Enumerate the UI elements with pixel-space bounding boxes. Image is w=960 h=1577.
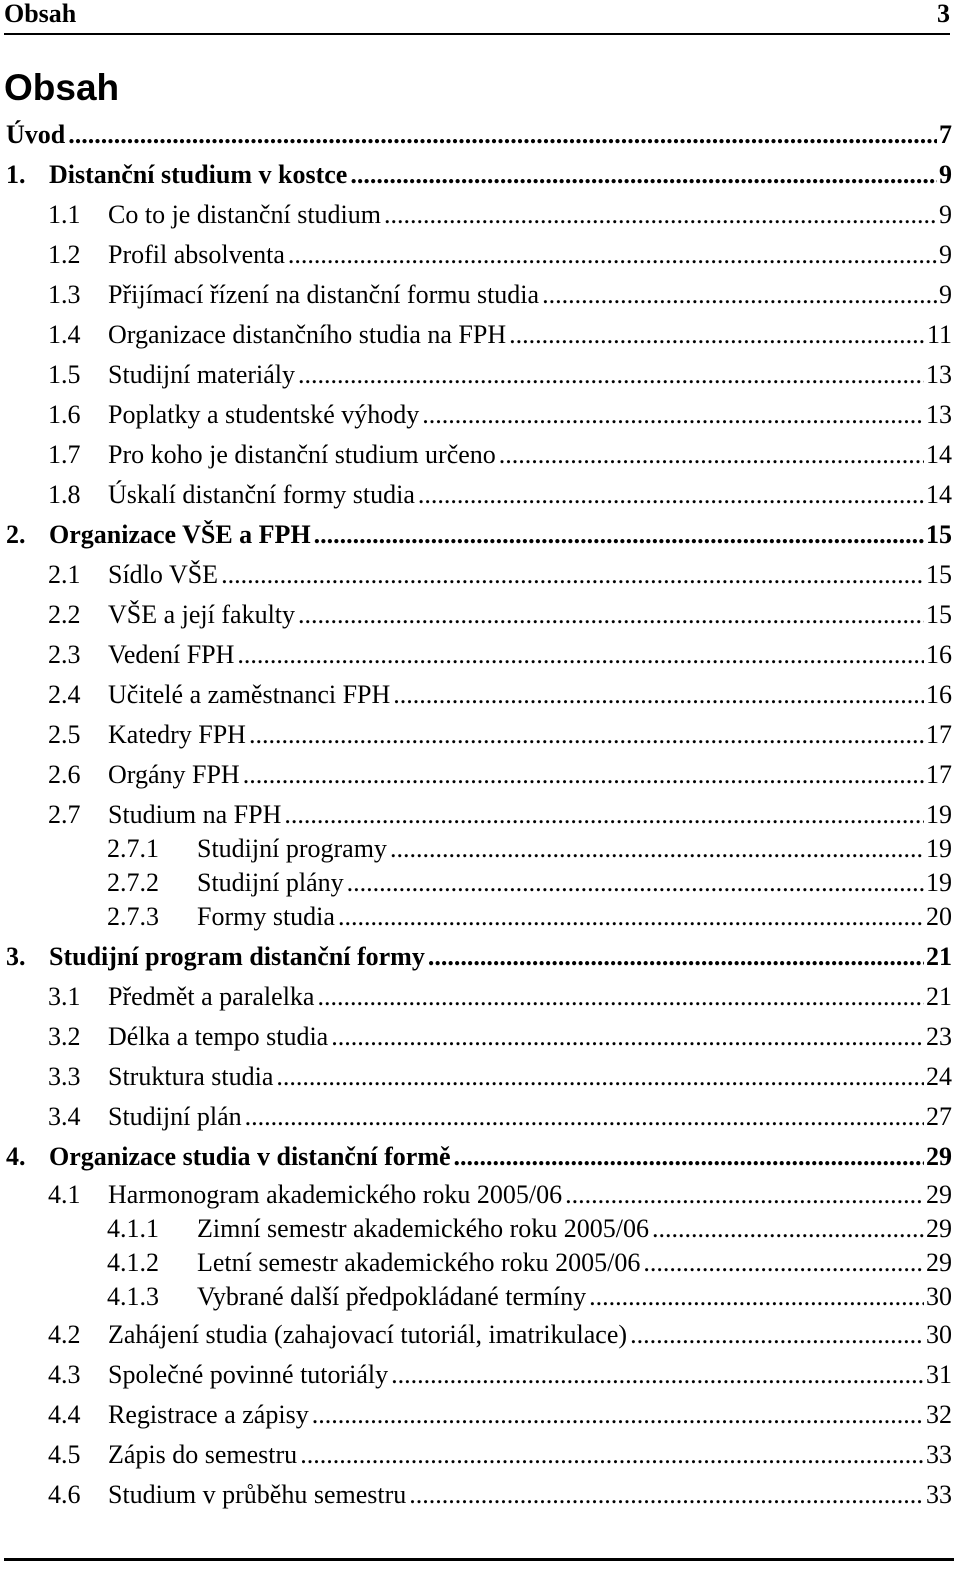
toc-entry[interactable] [48, 1060, 952, 1094]
toc-entry-page: 21 [926, 942, 952, 971]
toc-entry-number: 1.5 [48, 360, 81, 389]
toc-entry-title: Učitelé a zaměstnanci FPH [108, 680, 391, 709]
dot-leader [409, 1478, 924, 1512]
toc-entry[interactable] [107, 1212, 952, 1246]
dot-leader [393, 678, 924, 712]
toc-entry-page: 15 [926, 520, 952, 549]
toc-entry[interactable] [6, 940, 952, 974]
toc-entry-page: 16 [926, 640, 952, 669]
toc-entry-page: 13 [926, 360, 952, 389]
toc-entry-title: Studijní program distanční formy [49, 942, 425, 971]
toc-entry-title: Úvod [6, 120, 66, 149]
toc-entry-page: 9 [939, 240, 952, 269]
dot-leader [542, 278, 937, 312]
toc-entry-page: 29 [926, 1214, 952, 1243]
toc-entry-page: 11 [926, 320, 952, 349]
toc-entry-page: 29 [926, 1180, 952, 1209]
toc-entry-number: 4.6 [48, 1480, 81, 1509]
toc-entry-number: 2.1 [48, 560, 81, 589]
toc-entry-title: Orgány FPH [108, 760, 240, 789]
toc-entry-number: 2.6 [48, 760, 81, 789]
toc-entry-number: 3.3 [48, 1062, 81, 1091]
toc-entry-title: VŠE a její fakulty [108, 600, 296, 629]
toc-entry[interactable] [6, 158, 952, 192]
dot-leader [422, 398, 924, 432]
toc-entry-page: 30 [926, 1282, 952, 1311]
toc-entry[interactable] [48, 198, 952, 232]
toc-entry[interactable] [48, 358, 952, 392]
toc-entry[interactable] [48, 798, 952, 832]
toc-entry-number: 1.7 [48, 440, 81, 469]
toc-entry-page: 31 [926, 1360, 952, 1389]
dot-leader [237, 638, 924, 672]
toc-entry-title: Studium v průběhu semestru [108, 1480, 407, 1509]
toc-entry-page: 17 [926, 760, 952, 789]
toc-entry-page: 16 [926, 680, 952, 709]
dot-leader [245, 1100, 924, 1134]
toc-entry-page: 15 [926, 560, 952, 589]
toc-entry[interactable] [107, 900, 952, 934]
toc-entry-title: Úskalí distanční formy studia [108, 480, 415, 509]
toc-entry-number: 3.2 [48, 1022, 81, 1051]
toc-entry-number: 3.1 [48, 982, 81, 1011]
toc-entry[interactable] [6, 518, 952, 552]
toc-entry-number: 1. [6, 160, 26, 189]
toc-entry[interactable] [48, 1478, 952, 1512]
toc-entry-title: Pro koho je distanční studium určeno [108, 440, 496, 469]
toc-entry-page: 29 [926, 1142, 952, 1171]
toc-entry-number: 2.7.3 [107, 902, 159, 931]
dot-leader [312, 1398, 924, 1432]
toc-entry-title: Studijní programy [197, 834, 387, 863]
toc-entry-number: 1.4 [48, 320, 81, 349]
toc-entry[interactable] [48, 558, 952, 592]
toc-entry-title: Délka a tempo studia [108, 1022, 329, 1051]
toc-entry-title: Katedry FPH [108, 720, 246, 749]
toc-entry-number: 2.7 [48, 800, 81, 829]
toc-entry-title: Předmět a paralelka [108, 982, 315, 1011]
toc-entry-page: 33 [926, 1480, 952, 1509]
toc-entry[interactable] [48, 1438, 952, 1472]
toc-entry-title: Studijní materiály [108, 360, 296, 389]
toc-entry-number: 2.3 [48, 640, 81, 669]
dot-leader [391, 1358, 924, 1392]
toc-entry-page: 17 [926, 720, 952, 749]
toc-entry-number: 3. [6, 942, 26, 971]
toc-heading: Obsah [4, 67, 120, 108]
dot-leader [347, 866, 924, 900]
toc-entry-page: 33 [926, 1440, 952, 1469]
toc-entry-number: 2.2 [48, 600, 81, 629]
dot-leader [565, 1178, 924, 1212]
dot-leader [298, 598, 924, 632]
toc-entry-page: 29 [926, 1248, 952, 1277]
toc-entry[interactable] [107, 1246, 952, 1280]
dot-leader [68, 118, 937, 152]
toc-entry[interactable] [48, 1318, 952, 1352]
toc-entry-page: 9 [939, 280, 952, 309]
dot-leader [428, 940, 924, 974]
toc-entry[interactable] [48, 318, 952, 352]
toc-entry[interactable] [48, 678, 952, 712]
toc-entry-number: 1.1 [48, 200, 81, 229]
dot-leader [276, 1060, 924, 1094]
dot-leader [454, 1140, 924, 1174]
toc-entry-title: Zimní semestr akademického roku 2005/06 [197, 1214, 650, 1243]
running-header-page-number: 3 [937, 0, 950, 28]
dot-leader [338, 900, 924, 934]
toc-entry-page: 13 [926, 400, 952, 429]
toc-entry-title: Registrace a zápisy [108, 1400, 309, 1429]
toc-entry-title: Harmonogram akademického roku 2005/06 [108, 1180, 563, 1209]
footer-rule [4, 1558, 954, 1561]
toc-entry[interactable] [6, 118, 952, 152]
dot-leader [509, 318, 925, 352]
dot-leader [589, 1280, 924, 1314]
toc-entry[interactable] [48, 1398, 952, 1432]
toc-entry-title: Zahájení studia (zahajovací tutoriál, imatrikulace) [108, 1320, 628, 1349]
toc-entry-page: 9 [939, 200, 952, 229]
toc-entry[interactable] [48, 478, 952, 512]
toc-entry[interactable] [48, 1100, 952, 1134]
toc-entry-number: 2.4 [48, 680, 81, 709]
toc-entry-number: 3.4 [48, 1102, 81, 1131]
dot-leader [390, 832, 924, 866]
toc-entry[interactable] [107, 866, 952, 900]
toc-entry-title: Sídlo VŠE [108, 560, 219, 589]
dot-leader [652, 1212, 924, 1246]
toc-entry[interactable] [48, 1020, 952, 1054]
toc-entry-title: Poplatky a studentské výhody [108, 400, 420, 429]
toc-entry-title: Struktura studia [108, 1062, 274, 1091]
toc-entry-page: 24 [926, 1062, 952, 1091]
toc-entry-page: 21 [926, 982, 952, 1011]
toc-entry[interactable] [48, 758, 952, 792]
toc-entry[interactable] [48, 238, 952, 272]
toc-entry-number: 1.2 [48, 240, 81, 269]
dot-leader [317, 980, 924, 1014]
toc-entry-number: 2.7.2 [107, 868, 159, 897]
toc-entry-number: 1.8 [48, 480, 81, 509]
toc-entry-number: 4.2 [48, 1320, 81, 1349]
toc-entry-number: 4.5 [48, 1440, 81, 1469]
toc-entry[interactable] [48, 438, 952, 472]
toc-entry-number: 4. [6, 1142, 26, 1171]
toc-entry-number: 4.4 [48, 1400, 81, 1429]
toc-entry[interactable] [48, 638, 952, 672]
dot-leader [384, 198, 937, 232]
toc-entry-title: Formy studia [197, 902, 335, 931]
toc-entry-title: Profil absolventa [108, 240, 285, 269]
page-header [4, 0, 950, 35]
toc-entry-title: Studium na FPH [108, 800, 282, 829]
toc-entry-title: Vybrané další předpokládané termíny [197, 1282, 587, 1311]
toc-entry-number: 4.3 [48, 1360, 81, 1389]
dot-leader [418, 478, 924, 512]
toc-entry-title: Distanční studium v kostce [49, 160, 348, 189]
dot-leader [221, 558, 924, 592]
toc-entry-title: Organizace VŠE a FPH [49, 520, 311, 549]
toc-entry-title: Studijní plán [108, 1102, 242, 1131]
toc-entry-number: 4.1.1 [107, 1214, 159, 1243]
toc-entry[interactable] [48, 718, 952, 752]
toc-entry-page: 27 [926, 1102, 952, 1131]
toc-entry-page: 23 [926, 1022, 952, 1051]
toc-entry-number: 4.1.2 [107, 1248, 159, 1277]
toc-entry-title: Co to je distanční studium [108, 200, 381, 229]
toc-entry-page: 14 [926, 440, 952, 469]
dot-leader [288, 238, 937, 272]
toc-entry-number: 1.3 [48, 280, 81, 309]
dot-leader [499, 438, 924, 472]
dot-leader [243, 758, 924, 792]
toc-entry-title: Přijímací řízení na distanční formu studia [108, 280, 540, 309]
toc-entry-number: 2.7.1 [107, 834, 159, 863]
toc-entry[interactable] [48, 598, 952, 632]
toc-entry-number: 2. [6, 520, 26, 549]
toc-entry-page: 30 [926, 1320, 952, 1349]
toc-entry-number: 4.1 [48, 1180, 81, 1209]
toc-entry[interactable] [6, 1140, 952, 1174]
toc-entry-title: Organizace distančního studia na FPH [108, 320, 507, 349]
toc-entry-title: Letní semestr akademického roku 2005/06 [197, 1248, 641, 1277]
toc-entry-title: Studijní plány [197, 868, 344, 897]
toc-entry-page: 14 [926, 480, 952, 509]
toc-entry-title: Společné povinné tutoriály [108, 1360, 389, 1389]
toc-entry-title: Zápis do semestru [108, 1440, 298, 1469]
toc-entry[interactable] [48, 1178, 952, 1212]
toc-entry[interactable] [48, 278, 952, 312]
toc-entry[interactable] [48, 1358, 952, 1392]
toc-entry-page: 20 [926, 902, 952, 931]
toc-entry-page: 19 [926, 834, 952, 863]
dot-leader [350, 158, 937, 192]
toc-entry-page: 32 [926, 1400, 952, 1429]
dot-leader [630, 1318, 924, 1352]
running-header-title: Obsah [4, 0, 77, 28]
toc-entry-page: 9 [939, 160, 952, 189]
dot-leader [284, 798, 924, 832]
toc-entry[interactable] [48, 980, 952, 1014]
toc-entry[interactable] [107, 832, 952, 866]
toc-entry-page: 7 [939, 120, 952, 149]
toc-entry-number: 4.1.3 [107, 1282, 159, 1311]
toc-entry-number: 1.6 [48, 400, 81, 429]
toc-entry-title: Vedení FPH [108, 640, 235, 669]
toc-entry-title: Organizace studia v distanční formě [49, 1142, 451, 1171]
dot-leader [300, 1438, 924, 1472]
toc-entry[interactable] [48, 398, 952, 432]
dot-leader [249, 718, 924, 752]
toc-entry-page: 19 [926, 800, 952, 829]
toc-entry[interactable] [107, 1280, 952, 1314]
dot-leader [643, 1246, 924, 1280]
toc-entry-number: 2.5 [48, 720, 81, 749]
toc-entry-page: 15 [926, 600, 952, 629]
toc-entry-page: 19 [926, 868, 952, 897]
dot-leader [314, 518, 924, 552]
dot-leader [331, 1020, 924, 1054]
dot-leader [298, 358, 924, 392]
